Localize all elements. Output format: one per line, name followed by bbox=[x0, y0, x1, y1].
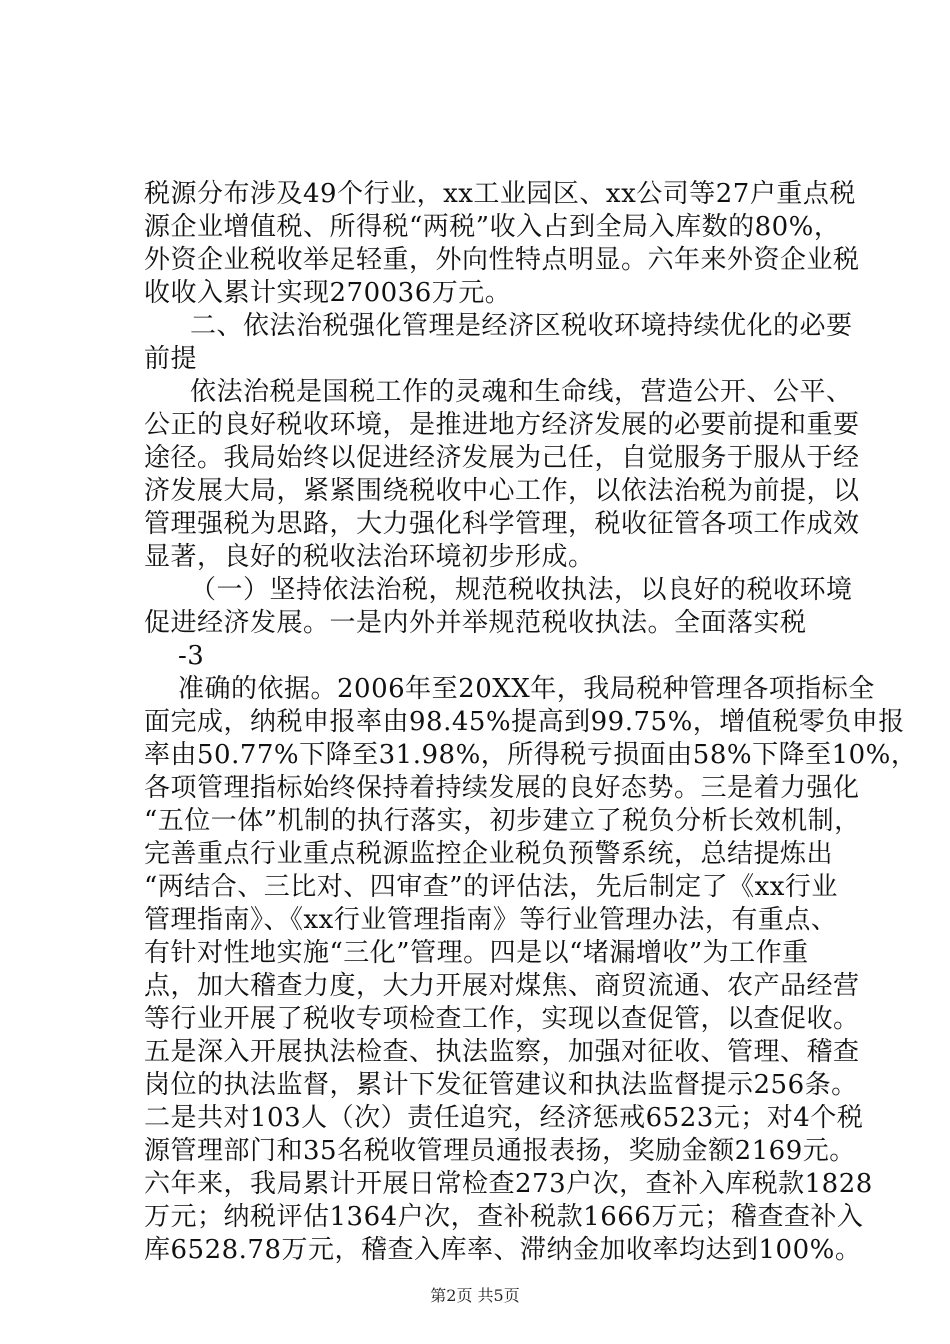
text-line: 外资企业税收举足轻重，外向性特点明显。六年来外资企业税 bbox=[144, 245, 860, 275]
section-heading-continued: 前提 bbox=[144, 344, 198, 374]
text-line: 管理指南》、《xx行业管理指南》等行业管理办法，有重点、 bbox=[144, 905, 838, 935]
text-line: 完善重点行业重点税源监控企业税负预警系统，总结提炼出 bbox=[144, 839, 834, 869]
text-line: 促进经济发展。一是内外并举规范税收执法。全面落实税 bbox=[144, 608, 807, 638]
text-line: 岗位的执法监督，累计下发征管建议和执法监督提示256条。 bbox=[144, 1070, 858, 1100]
text-line: 济发展大局，紧紧围绕税收中心工作，以依法治税为前提，以 bbox=[144, 476, 860, 506]
text-line: 万元；纳税评估1364户次，查补税款1666万元；稽查查补入 bbox=[144, 1202, 864, 1232]
text-line: 六年来，我局累计开展日常检查273户次，查补入库税款1828 bbox=[144, 1169, 873, 1199]
text-line: 各项管理指标始终保持着持续发展的良好态势。三是着力强化 bbox=[144, 773, 860, 803]
text-line: 点，加大稽查力度，大力开展对煤焦、商贸流通、农产品经营 bbox=[144, 971, 860, 1001]
text-line: 源企业增值税、所得税“两税”收入占到全局入库数的80%， bbox=[144, 212, 841, 242]
page-number-label: 第2页 共5页 bbox=[430, 1286, 520, 1305]
text-line: 率由50.77%下降至31.98%，所得税亏损面由58%下降至10%， bbox=[144, 740, 918, 770]
paragraph-start: 依法治税是国税工作的灵魂和生命线，营造公开、公平、 bbox=[190, 377, 853, 407]
text-line: 二是共对103人（次）责任追究，经济惩戒6523元；对4个税 bbox=[144, 1103, 864, 1133]
text-line: 面完成，纳税申报率由98.45%提高到99.75%，增值税零负申报 bbox=[144, 707, 905, 737]
text-line: 等行业开展了税收专项检查工作，实现以查促管，以查促收。 bbox=[144, 1004, 860, 1034]
paragraph-start: 准确的依据。2006年至20XX年，我局税种管理各项指标全 bbox=[178, 674, 875, 704]
text-line: 库6528.78万元，稽查入库率、滞纳金加收率均达到100%。 bbox=[144, 1235, 862, 1265]
text-line: 公正的良好税收环境，是推进地方经济发展的必要前提和重要 bbox=[144, 410, 860, 440]
text-line: 显著，良好的税收法治环境初步形成。 bbox=[144, 542, 595, 572]
text-line: 管理强税为思路，大力强化科学管理，税收征管各项工作成效 bbox=[144, 509, 860, 539]
text-line: 源管理部门和35名税收管理员通报表扬，奖励金额2169元。 bbox=[144, 1136, 856, 1166]
document-body bbox=[144, 178, 918, 1267]
text-line: 途径。我局始终以促进经济发展为己任，自觉服务于服从于经 bbox=[144, 443, 860, 473]
page-marker: -3 bbox=[178, 641, 205, 671]
text-line: 五是深入开展执法检查、执法监察，加强对征收、管理、稽查 bbox=[144, 1037, 860, 1067]
page-footer bbox=[0, 1286, 950, 1306]
text-line: 税源分布涉及49个行业，xx工业园区、xx公司等27户重点税 bbox=[144, 179, 856, 209]
text-line: “五位一体”机制的执行落实，初步建立了税负分析长效机制， bbox=[144, 806, 861, 836]
text-line: 收收入累计实现270036万元。 bbox=[144, 278, 512, 308]
subsection-heading: （一）坚持依法治税，规范税收执法，以良好的税收环境 bbox=[190, 575, 853, 605]
text-line: “两结合、三比对、四审查”的评估法，先后制定了《xx行业 bbox=[144, 872, 838, 902]
text-line: 有针对性地实施“三化”管理。四是以“堵漏增收”为工作重 bbox=[144, 938, 809, 968]
section-heading: 二、依法治税强化管理是经济区税收环境持续优化的必要 bbox=[190, 311, 853, 341]
